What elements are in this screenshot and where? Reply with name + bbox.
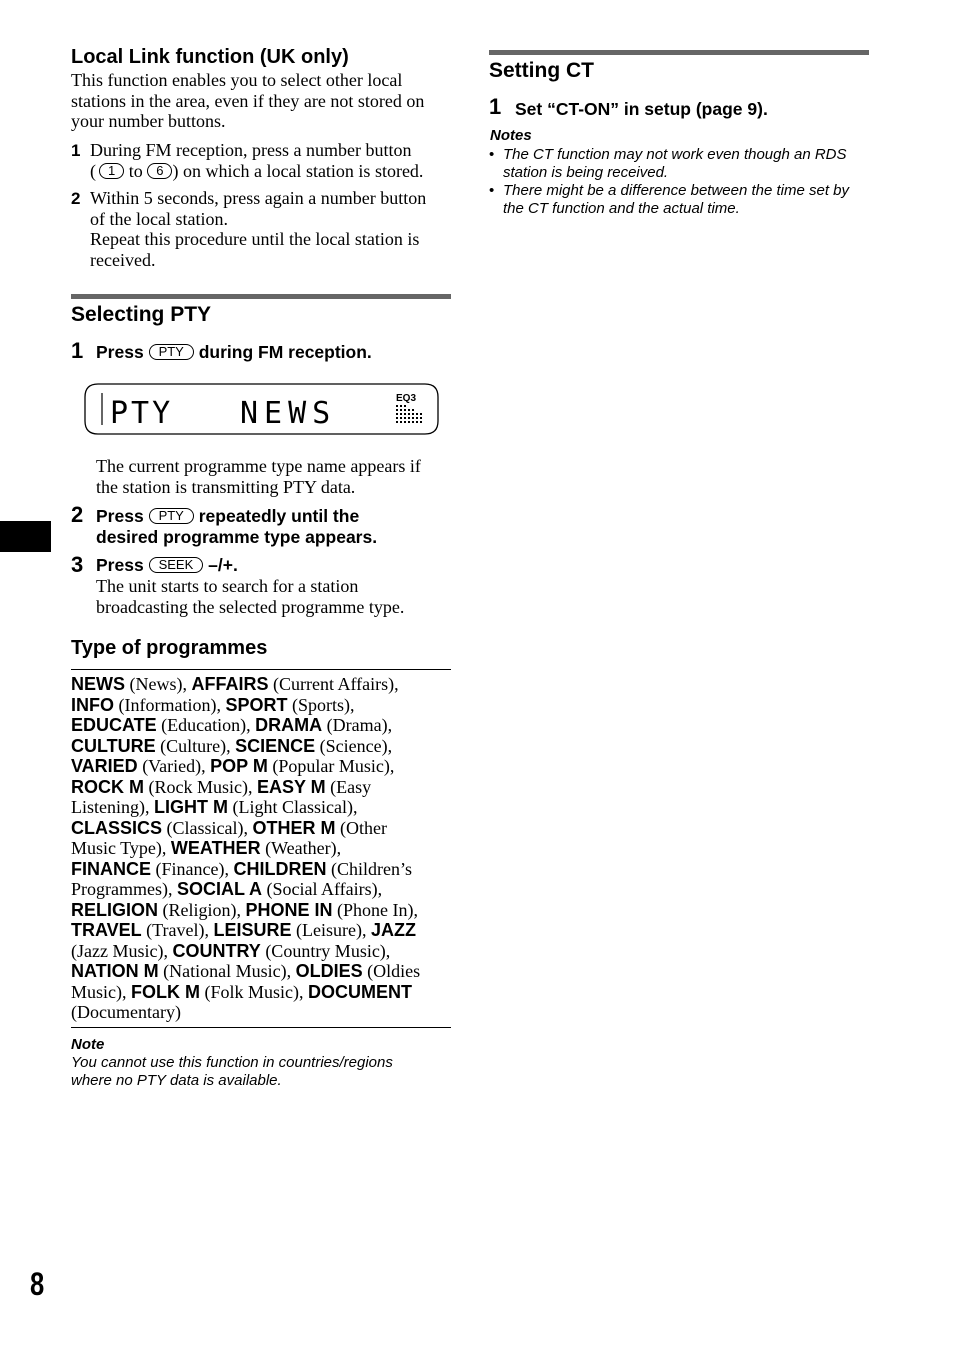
step-rest: ) on which a local station is stored.: [172, 160, 424, 181]
programme-type-line: [71, 982, 456, 1003]
pty-step-1: [96, 342, 372, 363]
pty-step-3: [96, 555, 238, 576]
programme-type-description: (Information),: [114, 694, 226, 715]
step-line: Within 5 seconds, press again a number button: [90, 188, 427, 208]
ct-step-1: Set “CT-ON” in setup (page 9).: [515, 99, 768, 119]
ct-note-item: [489, 146, 879, 182]
pty-step-1-number: 1: [71, 338, 84, 363]
list-bottom-rule: [71, 1027, 451, 1028]
pty-step-2: [96, 506, 377, 547]
pty-step-2-number: 2: [71, 502, 84, 527]
pty-after-display: [96, 456, 456, 497]
pty-note: [71, 1054, 456, 1090]
text-line: broadcasting the selected programme type.: [96, 596, 405, 617]
programme-type-line: [71, 674, 456, 695]
programme-type-list: [71, 674, 456, 1023]
local-step-1: [90, 140, 460, 181]
step-rest: desired programme type appears.: [96, 526, 378, 547]
programme-type-description: (Leisure),: [291, 920, 371, 940]
programme-type-line: [71, 879, 456, 900]
bullet: •: [489, 182, 495, 199]
programme-type-keyword: POP M: [210, 756, 268, 776]
programme-type-description: (Social Affairs),: [262, 879, 383, 899]
programme-type-keyword: WEATHER: [170, 838, 261, 858]
programme-type-keyword: LIGHT M: [154, 797, 228, 817]
ct-notes-title: Notes: [490, 127, 532, 144]
local-step-2: [90, 188, 460, 270]
press-word: Press: [96, 555, 144, 575]
programme-type-keyword: CHILDREN: [233, 858, 327, 879]
intro-line: your number buttons.: [71, 111, 226, 131]
section-rule: [71, 294, 451, 299]
programme-type-description: (Weather),: [260, 838, 342, 858]
programme-type-keyword: NEWS: [71, 674, 125, 694]
seek-button: SEEK: [149, 557, 204, 573]
ct-step-1-number: 1: [489, 94, 502, 119]
programme-type-description: (Drama),: [322, 715, 393, 735]
step-line: Repeat this procedure until the local station is: [90, 229, 420, 249]
programme-type-description: (Phone In),: [332, 899, 419, 920]
programme-type-description: (Country Music),: [260, 940, 391, 961]
programme-type-description: Music Type),: [71, 838, 171, 858]
local-step-1-number: 1: [71, 141, 81, 160]
programme-type-line: [71, 920, 456, 941]
programme-type-keyword: INFO: [71, 694, 114, 715]
programme-type-line: [71, 715, 456, 736]
programme-type-keyword: VARIED: [71, 756, 138, 776]
number-button-6: 6: [147, 163, 172, 179]
pty-step-3-number: 3: [71, 552, 84, 577]
programme-type-description: (Current Affairs),: [268, 674, 399, 694]
programme-type-description: (Science),: [315, 735, 393, 756]
programme-type-line: [71, 818, 456, 839]
programme-type-description: (News),: [125, 674, 192, 694]
programme-type-line: [71, 961, 456, 982]
local-link-heading: Local Link function (UK only): [71, 46, 349, 68]
programme-type-keyword: CLASSICS: [71, 817, 163, 838]
ct-note-item: [489, 182, 879, 218]
page-number: 8: [30, 1266, 45, 1302]
pty-button: PTY: [149, 344, 194, 360]
pty-step-3-desc: [96, 576, 456, 617]
programme-type-line: [71, 900, 456, 921]
programme-type-line: [71, 756, 456, 777]
pty-note-title: Note: [71, 1036, 105, 1053]
programme-type-description: Listening),: [71, 797, 154, 817]
to-word: to: [128, 160, 143, 181]
programme-type-description: (Varied),: [137, 756, 211, 776]
programme-type-description: (Finance),: [151, 858, 234, 879]
lcd-display: [84, 383, 440, 435]
text-line: The unit starts to search for a station: [96, 576, 359, 596]
programme-type-description: (Popular Music),: [267, 756, 395, 776]
paren: (: [90, 160, 96, 181]
text-line: the station is transmitting PTY data.: [96, 476, 356, 497]
note-line: station is being received.: [503, 164, 669, 181]
programme-type-keyword: EASY M: [256, 776, 326, 797]
intro-line: This function enables you to select other local: [71, 70, 403, 90]
note-line: where no PTY data is available.: [71, 1072, 282, 1089]
programme-type-keyword: OLDIES: [295, 961, 363, 981]
programme-type-keyword: RELIGION: [71, 899, 159, 920]
programme-type-keyword: EDUCATE: [71, 715, 157, 735]
local-step-2-number: 2: [71, 189, 81, 208]
lcd-display-frame: [84, 383, 440, 435]
programme-type-keyword: CULTURE: [71, 735, 156, 756]
lcd-news-text: NEWS: [240, 396, 337, 431]
lcd-pty-text: PTY: [110, 396, 174, 431]
setting-ct-heading: Setting CT: [489, 59, 594, 82]
programme-type-keyword: NATION M: [71, 961, 159, 981]
programme-type-keyword: LEISURE: [213, 920, 292, 940]
programme-type-keyword: JAZZ: [370, 920, 416, 940]
note-line: There might be a difference between the time set by: [503, 182, 850, 199]
programme-type-line: [71, 941, 456, 962]
programme-type-description: (Culture),: [155, 735, 236, 756]
programme-type-line: [71, 695, 456, 716]
programme-type-description: (Folk Music),: [200, 981, 308, 1002]
step-rest: –/+.: [208, 555, 238, 575]
note-line: You cannot use this function in countries/regions: [71, 1054, 393, 1071]
ct-notes: [489, 146, 879, 218]
pty-button: PTY: [149, 508, 194, 524]
programme-type-description: (Classical),: [162, 817, 253, 838]
programme-type-description: (Children’s: [326, 858, 412, 879]
programme-type-description: (Easy: [325, 776, 372, 797]
programme-type-keyword: TRAVEL: [71, 920, 142, 940]
step-rest: repeatedly until the: [198, 506, 360, 526]
step-line: received.: [90, 249, 156, 270]
programme-type-keyword: AFFAIRS: [191, 674, 269, 694]
programme-type-line: [71, 736, 456, 757]
programme-type-keyword: DRAMA: [255, 715, 323, 735]
programme-type-description: (Rock Music),: [144, 776, 257, 797]
programme-type-keyword: DOCUMENT: [308, 981, 412, 1002]
programme-type-description: (Travel),: [141, 920, 214, 940]
selecting-pty-heading: Selecting PTY: [71, 303, 212, 326]
list-top-rule: [71, 669, 451, 670]
press-word: Press: [96, 506, 144, 526]
programme-type-description: Music),: [71, 981, 131, 1002]
eq-level-bars: [396, 405, 422, 423]
programme-type-keyword: SOCIAL A: [176, 879, 262, 899]
bullet: •: [489, 146, 495, 163]
programme-type-description: (Religion),: [158, 899, 246, 920]
programme-type-line: [71, 777, 456, 798]
programme-type-keyword: PHONE IN: [245, 899, 333, 920]
type-of-programmes-heading: Type of programmes: [71, 637, 268, 659]
text-line: The current programme type name appears if: [96, 456, 421, 476]
programme-type-keyword: SCIENCE: [235, 735, 316, 756]
programme-type-description: (Light Classical),: [228, 797, 358, 817]
programme-type-line: [71, 1002, 456, 1023]
programme-type-description: (Jazz Music),: [71, 940, 173, 961]
programme-type-keyword: COUNTRY: [172, 940, 261, 961]
programme-type-keyword: SPORT: [225, 694, 288, 715]
programme-type-keyword: FINANCE: [71, 858, 151, 879]
section-tab-marker: [0, 521, 51, 552]
programme-type-keyword: OTHER M: [252, 817, 336, 838]
programme-type-description: (Sports),: [287, 694, 355, 715]
step-line: During FM reception, press a number button: [90, 140, 412, 160]
programme-type-description: (Education),: [156, 715, 256, 735]
programme-type-description: Programmes),: [71, 879, 177, 899]
programme-type-line: [71, 838, 456, 859]
step-line: [90, 161, 460, 182]
intro-line: stations in the area, even if they are not stored on: [71, 90, 425, 111]
note-line: The CT function may not work even though an RDS: [503, 146, 847, 163]
programme-type-description: (National Music),: [158, 961, 296, 981]
section-rule: [489, 50, 869, 55]
programme-type-line: [71, 797, 456, 818]
press-word: Press: [96, 342, 144, 362]
programme-type-line: [71, 859, 456, 880]
lcd-eq-label: EQ3: [396, 393, 417, 404]
local-link-intro: [71, 70, 456, 132]
programme-type-description: (Oldies: [362, 961, 421, 981]
programme-type-description: (Other: [335, 817, 387, 838]
programme-type-keyword: FOLK M: [131, 981, 200, 1002]
programme-type-keyword: ROCK M: [71, 776, 144, 797]
note-line: the CT function and the actual time.: [503, 200, 740, 217]
step-line: of the local station.: [90, 208, 228, 229]
step-rest: during FM reception.: [198, 342, 372, 362]
programme-type-description: (Documentary): [71, 1002, 181, 1022]
number-button-1: 1: [99, 163, 124, 179]
